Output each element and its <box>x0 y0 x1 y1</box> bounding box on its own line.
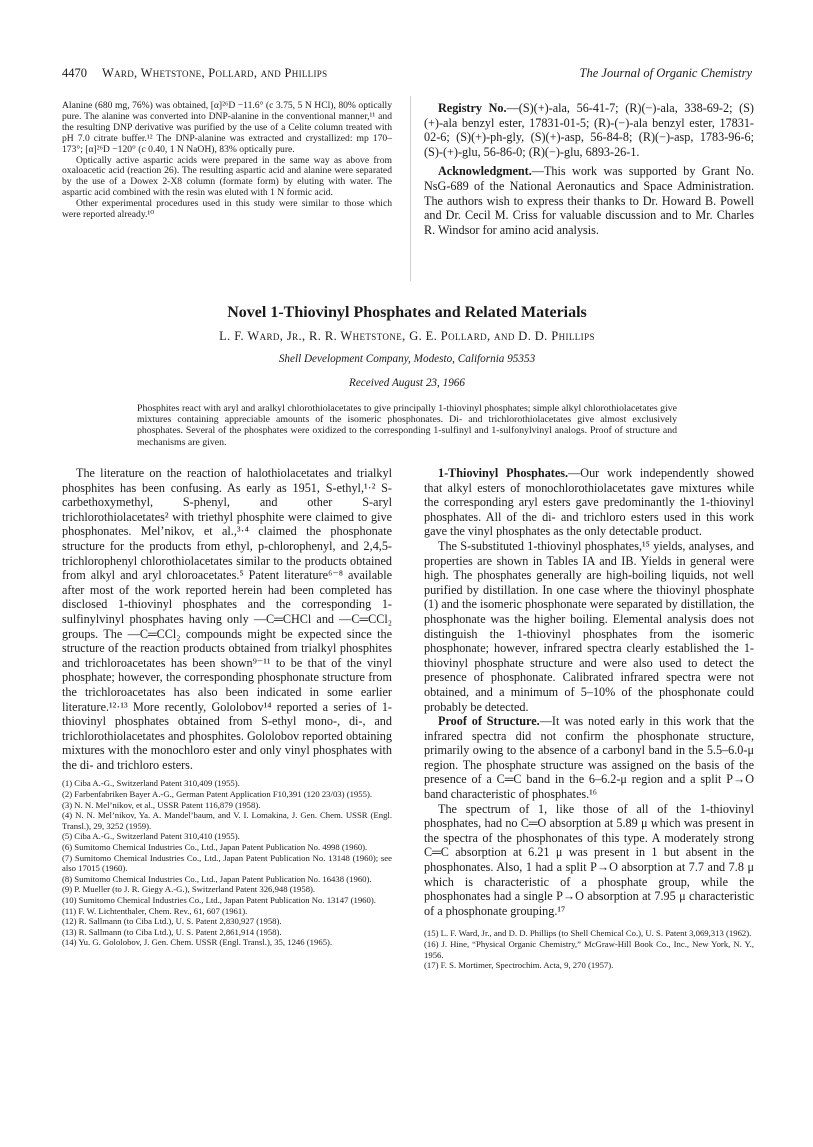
prev-article-paragraph: Optically active aspartic acids were prepared in the same way as above from oxaloacetic acid (reaction 26). The resulting aspartic acid and alanine were separated by the use of a Dowex 2-X8 column (formate form) by eluting with water. The aspartic acid combined with the resin was eluted with 1 N formic acid. <box>62 154 392 199</box>
footnotes-left <box>62 778 392 948</box>
footnote: (13) R. Sallmann (to Ciba Ltd.), U. S. Patent 2,861,914 (1958). <box>62 926 282 937</box>
registry-paragraph <box>424 101 754 159</box>
acknowledgment-text: —This work was supported by Grant No. NsG-689 of the National Aeronautics and Space Administration. The authors wish to express their thanks to Dr. Howard B. Powell and Dr. Cecil M. Criss for valuable discussion and to Mr. Charles R. Windsor for amino acid analysis. <box>424 164 754 237</box>
article-authors: L. F. Ward, Jr., R. R. Whetstone, G. E. Pollard, and D. D. Phillips <box>219 329 595 343</box>
footnote: (14) Yu. G. Gololobov, J. Gen. Chem. USSR (Engl. Transl.), 35, 1246 (1965). <box>62 937 333 948</box>
article-title: Novel 1-Thiovinyl Phosphates and Related Materials <box>227 304 587 321</box>
running-authors: Ward, Whetstone, Pollard, and Phillips <box>102 66 328 80</box>
registry-text: —(S)(+)-ala, 56-41-7; (R)(−)-ala, 338-69-2; (S)(+)-ala benzyl ester, 17831-01-5; (R)-(−)-ala benzyl ester, 17831-02-6; (S)(+)-ph-gly, (S)(+)-asp, 56-84-8; (R)(−)-asp, 1783-96-6; (S)-(+)-glu, 56-86-0; (R)(−)-glu, 6893-26-1. <box>424 101 754 159</box>
footnote: (17) F. S. Mortimer, Spectrochim. Acta, 9, 270 (1957). <box>424 960 614 971</box>
footnote: (6) Sumitomo Chemical Industries Co., Ltd., Japan Patent Publication No. 4998 (1960). <box>62 842 368 853</box>
thiovinyl-paragraph-2: The S-substituted 1-thiovinyl phosphates,¹⁵ yields, analyses, and properties are shown in Tables IA and IB. Yields in general were high. The phosphates generally are high-boiling liquids, not well purified by distillation. In one case where the thiovinyl phosphate (1) and the isomeric phosphonate were separated by distillation, the phosphonate was the higher boiling. Elemental analysis does not distinguish the 1-thiovinyl phosphates from the isomeric phosphonate; however, infrared spectra clearly established the 1-thiovinyl phosphate structure and were also used to detect the presence of phosphonate. Calibrated infrared spectra were not obtained, and a minimum of 5–10% of the phosphonate could probably be detected. <box>424 538 754 714</box>
acknowledgment-heading: Acknowledgment. <box>438 164 532 179</box>
prev-article-paragraph: Alanine (680 mg, 76%) was obtained, [α]²⁶D −11.6° (c 3.75, 5 N HCl), 80% optically pure. The alanine was converted into DNP-alanine in the conventional manner,¹¹ and the resulting DNP derivative was purified by the use of a Celite column treated with pH 7.0 citrate buffer.¹² The DNP-alanine was extracted and crystallized: mp 170–173°; [α]²⁶D −120° (c 0.40, 1 N NaOH), 83% optically pure. <box>62 100 392 155</box>
registry-heading: Registry No. <box>438 101 507 115</box>
article-affiliation: Shell Development Company, Modesto, California 95353 <box>278 353 536 365</box>
footnote: (2) Farbenfabriken Bayer A.-G., German Patent Application F10,391 (120 23/03) (1955). <box>62 789 373 800</box>
article-left-column <box>62 466 392 948</box>
proof-paragraph <box>424 714 754 802</box>
prev-article-left-column <box>62 101 392 221</box>
footnote: (5) Ciba A.-G., Switzerland Patent 310,410 (1955). <box>62 831 240 842</box>
intro-paragraph: The literature on the reaction of halothiolacetates and trialkyl phosphites has been confusing. As early as 1951, S-ethyl,¹·² S-carbethoxymethyl, S-phenyl, and other S-aryl trichlorothiolacetates² with triethyl phosphite were claimed to give phosphonates. Mel’nikov, et al.,³·⁴ claimed the phosphonate structure for the products from ethyl, p-chlorophenyl, and 2,4,5-trichlorophenyl chlorothiolacetates similar to the products obtained from alkyl and aryl chloroacetates.⁵ Patent literature⁶⁻⁸ available after most of the work reported herein had been completed has disclosed 1-thiovinyl phosphates and the corresponding 1-sulfinylvinyl phosphates having only —C═CHCl and —C═CCl₂ groups. The —C═CCl₂ compounds might be expected since the structure of the reaction products obtained from trialkyl phosphites and trichloroacetates has been shown⁹⁻¹¹ to be that of the vinyl phosphate; however, the corresponding phosphonate structure from the trichloroacetates has also been indicated in some earlier literature.¹²·¹³ More recently, Gololobov¹⁴ reported a series of 1-thiovinyl phosphates obtained from S-ethyl mono-, di-, and trichlorothiolacetates and phosphites. Gololobov reported obtaining mixtures with the monochloro ester and only vinyl phosphates with the di- and trichloro esters. <box>62 466 392 772</box>
footnote: (15) L. F. Ward, Jr., and D. D. Phillips (to Shell Chemical Co.), U. S. Patent 3,069,313 (1962). <box>424 928 752 939</box>
footnote: (8) Sumitomo Chemical Industries Co., Ltd., Japan Patent Publication No. 16438 (1960). <box>62 873 372 884</box>
proof-text: —It was noted early in this work that the infrared spectra did not confirm the phosphonate structure, primarily owing to the absence of a carbonyl band in the 5.5–6.0-μ region. The phosphate structure was assigned on the basis of the presence of a C═C band in the 6–6.2-μ region and a split P→O band characteristic of phosphates.¹⁶ <box>424 714 754 802</box>
prev-article-paragraph: Other experimental procedures used in this study were similar to those which were reported already.¹⁰ <box>62 198 392 221</box>
prev-article-right-column <box>424 101 754 237</box>
footnote: (4) N. N. Mel’nikov, Ya. A. Mandel’baum, and V. I. Lomakina, J. Gen. Chem. USSR (Engl. Transl.), 29, 3252 (1959). <box>62 810 392 831</box>
article-right-column <box>424 466 754 971</box>
footnote: (7) Sumitomo Chemical Industries Co., Ltd., Japan Patent Publication No. 13148 (1960); see also 17015 (1960). <box>62 852 392 874</box>
footnote: (1) Ciba A.-G., Switzerland Patent 310,409 (1955). <box>62 778 240 789</box>
footnote: (16) J. Hine, “Physical Organic Chemistry,” McGraw-Hill Book Co., Inc., New York, N. Y., 1956. <box>424 939 754 960</box>
acknowledgment-paragraph <box>424 164 754 237</box>
footnotes-right <box>424 928 754 970</box>
running-header <box>62 66 752 82</box>
thiovinyl-text: —Our work independently showed that alkyl esters of monochlorothiolacetates gave mixtures while the corresponding aryl esters gave predominantly the 1-thiovinyl phosphates. All of the di- and trichloro esters used in this work gave the vinyl phosphates as the only detectable product. <box>424 466 755 539</box>
proof-paragraph-2: The spectrum of 1, like those of all of the 1-thiovinyl phosphates, had no C═O absorption at 5.89 μ which was present in the spectra of the phosphonates of this type. A moderately strong C═C absorption at 6.21 μ was present in 1 but absent in the phosphonates. Also, 1 had a split P→O absorption at 7.7 and 7.8 μ which is characteristic of a phosphate group, while the phosphonates had a single P→O absorption at 7.95 μ characteristic of a phosphonate grouping.¹⁷ <box>424 801 754 918</box>
thiovinyl-paragraph <box>424 466 754 539</box>
journal-name: The Journal of Organic Chemistry <box>579 66 752 80</box>
page-number: 4470 <box>62 66 87 80</box>
footnote: (9) P. Mueller (to J. R. Giegy A.-G.), Switzerland Patent 326,948 (1958). <box>62 884 316 895</box>
column-divider <box>410 96 411 281</box>
footnote: (10) Sumitomo Chemical Industries Co., Ltd., Japan Patent Publication No. 13147 (1960). <box>62 895 376 905</box>
proof-heading: Proof of Structure. <box>438 714 540 729</box>
footnote: (12) R. Sallmann (to Ciba Ltd.), U. S. Patent 2,830,927 (1958). <box>62 916 282 927</box>
received-date: Received August 23, 1966 <box>349 377 465 389</box>
footnote: (11) F. W. Lichtenthaler, Chem. Rev., 61, 607 (1961). <box>62 905 248 916</box>
article-abstract: Phosphites react with aryl and aralkyl chlorothiolacetates to give principally 1-thiovinyl phosphates; simple alkyl chlorothiolacetates give mixtures containing appreciable amounts of the isomeric phosphonates. Di- and trichlorothiolacetates give almost exclusively phosphates. Several of the phosphates were oxidized to the corresponding 1-sulfinyl and 1-sulfonylvinyl analogs. Proof of structure and mechanisms are given. <box>137 403 677 448</box>
footnote: (3) N. N. Mel’nikov, et al., USSR Patent 116,879 (1958). <box>62 799 261 810</box>
thiovinyl-heading: 1-Thiovinyl Phosphates. <box>438 466 569 480</box>
